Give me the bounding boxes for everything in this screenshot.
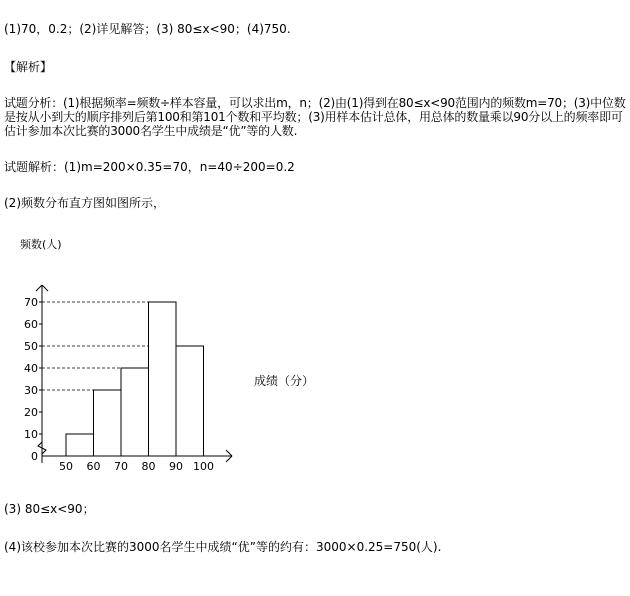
x-tick-label: 100 xyxy=(193,460,214,473)
y-tick-label: 50 xyxy=(24,340,38,353)
x-tick-label: 80 xyxy=(141,460,156,473)
histogram-bar xyxy=(94,390,122,456)
x-tick-label: 50 xyxy=(59,460,73,473)
solution-part-3: (3) 80≤x<90； xyxy=(4,502,95,516)
histogram-bar xyxy=(66,434,94,456)
solution-part-2: (2)频数分布直方图如图所示， xyxy=(4,196,165,210)
x-tick-label: 70 xyxy=(114,460,128,473)
y-tick-label: 40 xyxy=(24,362,38,375)
y-tick-label: 60 xyxy=(24,318,38,331)
histogram-bar xyxy=(149,302,177,456)
y-tick-label: 70 xyxy=(24,296,38,309)
x-axis-label: 成绩（分） xyxy=(254,374,315,388)
solution-part-1: 试题解析：(1)m=200×0.35=70，n=40÷200=0.2 xyxy=(4,160,295,174)
y-tick-label: 10 xyxy=(24,428,38,441)
y-tick-label: 20 xyxy=(24,406,38,419)
y-tick-label: 0 xyxy=(31,450,38,463)
frequency-histogram xyxy=(0,230,360,475)
histogram-bar xyxy=(176,346,204,456)
analysis-paragraph: 试题分析：(1)根据频率=频数÷样本容量，可以求出m，n；(2)由(1)得到在80≤x<90范围内的频数m=70；(3)中位数是按从小到大的顺序排列后第100和第101个数和平均数；(3)用样本估计总体，用总体的数量乘以90分以上的频率即可估计参加本次比赛的3000名学生中成绩是“优”等的人数. xyxy=(4,96,626,138)
x-tick-label: 60 xyxy=(86,460,101,473)
answer-summary: (1)70，0.2；(2)详见解答；(3) 80≤x<90；(4)750. xyxy=(4,22,291,36)
y-axis-label: 频数(人) xyxy=(20,238,62,251)
section-header: 【解析】 xyxy=(4,60,53,74)
x-tick-label: 90 xyxy=(169,460,183,473)
y-tick-label: 30 xyxy=(24,384,38,397)
solution-part-4: (4)该校参加本次比赛的3000名学生中成绩“优”等的约有：3000×0.25=750(人). xyxy=(4,540,442,554)
histogram-bar xyxy=(121,368,149,456)
